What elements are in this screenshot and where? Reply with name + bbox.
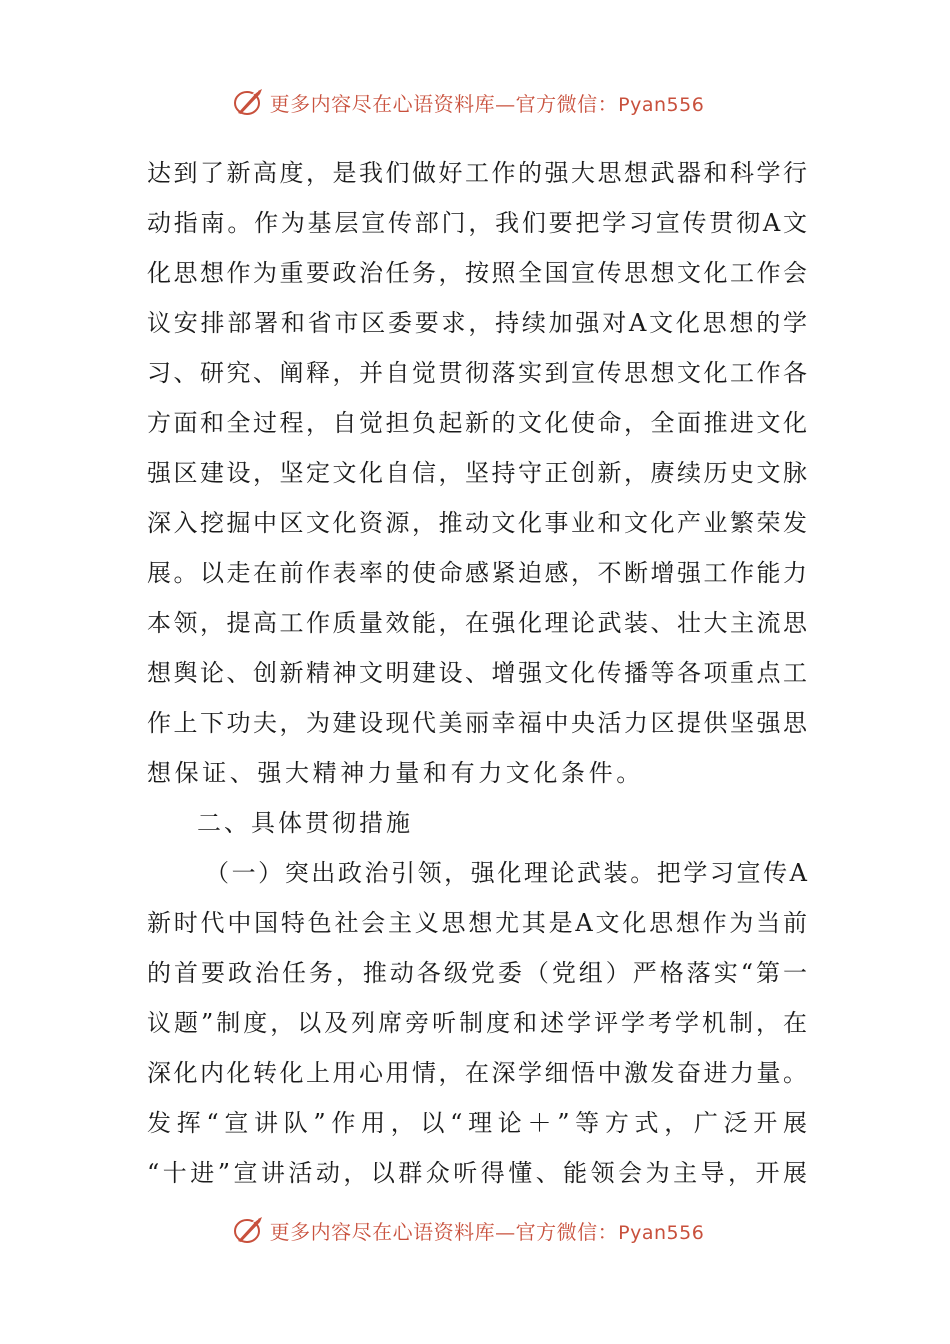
section-heading: 二、具体贯彻措施: [197, 809, 413, 837]
quill-pen-logo-icon: [232, 85, 266, 119]
text-line: 的首要政治任务，推动各级党委（党组）严格落实“第一: [147, 959, 807, 987]
text-line: 新时代中国特色社会主义思想尤其是A文化思想作为当前: [147, 909, 807, 937]
text-line: 议题”制度，以及列席旁听制度和述学评学考学机制，在: [147, 1009, 807, 1037]
quill-pen-logo-icon: [232, 1213, 266, 1247]
text-line: 议安排部署和省市区委要求，持续加强对A文化思想的学: [147, 309, 807, 337]
text-line: 强区建设，坚定文化自信，坚持守正创新，赓续历史文脉: [147, 459, 807, 487]
text-line: 深入挖掘中区文化资源，推动文化事业和文化产业繁荣发: [147, 509, 807, 537]
text-line: 作上下功夫，为建设现代美丽幸福中央活力区提供坚强思: [147, 709, 807, 737]
watermark-banner-bottom: [0, 1210, 950, 1250]
watermark-text: 更多内容尽在心语资料库—官方微信：Pyan556: [269, 91, 705, 116]
text-line: 深化内化转化上用心用情，在深学细悟中激发奋进力量。: [147, 1059, 807, 1087]
text-line: 本领，提高工作质量效能，在强化理论武装、壮大主流思: [147, 609, 807, 637]
text-line: 达到了新高度，是我们做好工作的强大思想武器和科学行: [147, 159, 807, 187]
text-line: 展。以走在前作表率的使命感紧迫感，不断增强工作能力: [147, 559, 807, 587]
text-line: 动指南。作为基层宣传部门，我们要把学习宣传贯彻A文: [147, 209, 807, 237]
watermark-text: 更多内容尽在心语资料库—官方微信：Pyan556: [269, 1219, 705, 1244]
text-line: 想舆论、创新精神文明建设、增强文化传播等各项重点工: [147, 659, 807, 687]
text-line: 习、研究、阐释，并自觉贯彻落实到宣传思想文化工作各: [147, 359, 807, 387]
document-body: [147, 148, 807, 1198]
text-line: 想保证、强大精神力量和有力文化条件。: [147, 759, 644, 787]
text-line: 化思想作为重要政治任务，按照全国宣传思想文化工作会: [147, 259, 807, 287]
text-line: （一）突出政治引领，强化理论武装。把学习宣传A: [205, 859, 807, 887]
text-line: 发挥“宣讲队”作用，以“理论＋”等方式，广泛开展: [147, 1109, 807, 1137]
text-line: 方面和全过程，自觉担负起新的文化使命，全面推进文化: [147, 409, 807, 437]
text-line: “十进”宣讲活动，以群众听得懂、能领会为主导，开展: [147, 1159, 807, 1187]
watermark-banner-top: [0, 82, 950, 122]
